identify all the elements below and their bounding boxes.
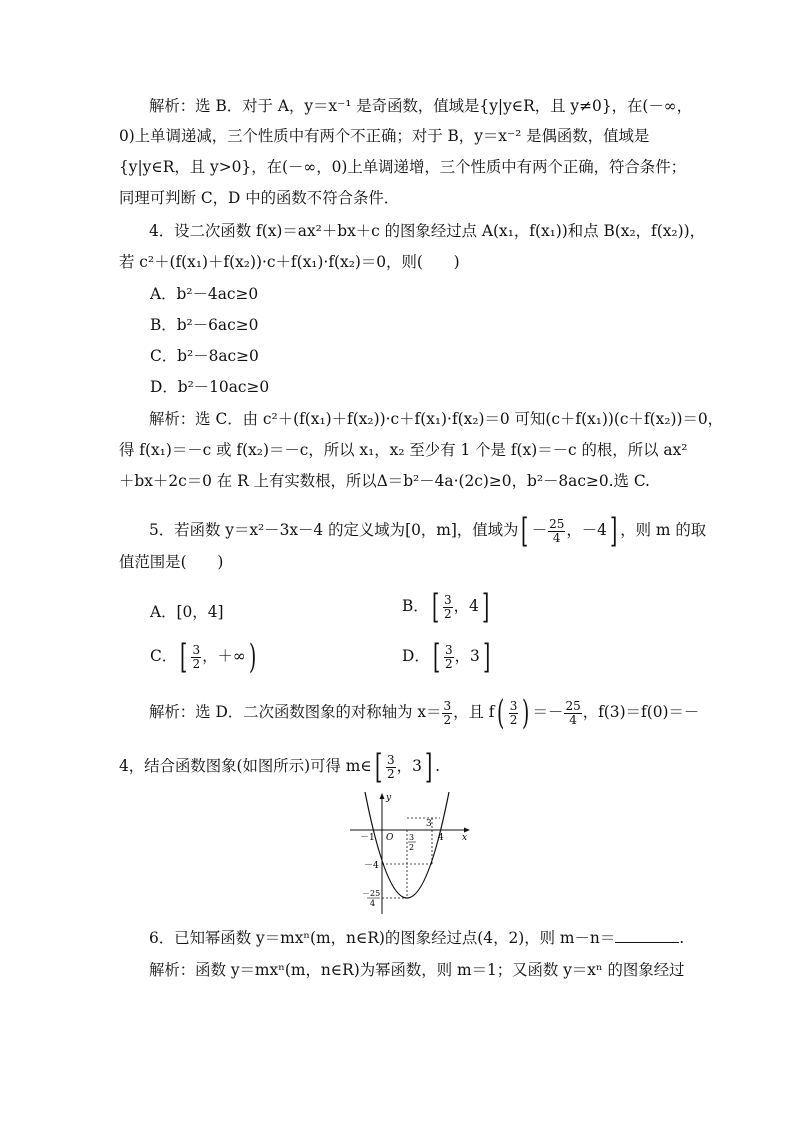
range-fraction	[548, 518, 565, 545]
tick-three-halves-num: 3	[409, 833, 415, 842]
range-denominator: 4	[552, 530, 561, 545]
question-5-line-1	[149, 511, 707, 551]
left-bracket: [	[521, 511, 529, 551]
tick-three-halves-den: 2	[409, 843, 415, 852]
question-5-text-b: ，则 m 的取	[620, 521, 707, 539]
question-5-solution-line-1	[149, 693, 700, 733]
question-4-line-1: 4．设二次函数 f(x)＝ax²＋bx＋c 的图象经过点 A(x₁，f(x₁))和点 B(x₂，f(x₂))，	[149, 222, 705, 240]
question-4-solution-line-3: ＋bx＋2c＝0 在 R 上有实数根，所以Δ＝b²－4a·(2c)≥0，b²－8ac≥0.选 C.	[119, 472, 650, 490]
option-c-den: 2	[192, 656, 201, 671]
min-value-fraction	[564, 700, 581, 727]
option-d-label: D．	[402, 647, 430, 665]
question-6-solution-line-1: 解析：函数 y＝mxⁿ(m，n∈R)为幂函数，则 m＝1；又函数 y＝xⁿ 的图象经过	[149, 961, 685, 979]
option-c-fraction	[191, 644, 201, 671]
option-c-label: C．	[150, 647, 178, 665]
option-c-rest: ，＋∞	[202, 647, 246, 665]
solution-period: .	[435, 757, 441, 775]
tick-neg-min-den: 4	[370, 899, 376, 908]
y-axis-arrow-icon	[380, 793, 385, 799]
solution-text-e: 4，结合函数图象(如图所示)可得 m∈	[119, 757, 372, 775]
left-bracket: [	[431, 587, 439, 627]
y-axis-label: y	[386, 793, 392, 803]
option-b-den: 2	[443, 606, 452, 621]
question-6-line-1	[149, 927, 684, 949]
question-5-text-a: 5．若函数 y＝x²－3x－4 的定义域为[0，m]，值域为	[149, 521, 519, 539]
right-bracket: ]	[609, 511, 618, 551]
solution-text-b: ，且 f	[453, 703, 495, 721]
tick-neg1: －1	[360, 833, 375, 843]
question-4-solution-line-2: 得 f(x₁)＝－c 或 f(x₂)＝－c，所以 x₁，x₂ 至少有 1 个是 f(x)＝－c 的根，所以 ax²	[119, 441, 688, 459]
tick-four: 4	[438, 833, 444, 843]
left-bracket: [	[432, 637, 441, 677]
axis-fraction	[442, 700, 452, 727]
question-4-option-d: D．b²－10ac≥0	[150, 378, 270, 396]
left-bracket: [	[180, 637, 188, 677]
answer-den: 2	[387, 766, 395, 781]
left-paren: (	[497, 693, 505, 733]
x-axis-arrow-icon	[464, 828, 470, 833]
f-arg-den: 2	[509, 712, 518, 727]
option-b-rest: ，4	[453, 597, 479, 615]
range-minus: －	[531, 521, 548, 539]
question-4-solution-line-1: 解析：选 C．由 c²＋(f(x₁)＋f(x₂))·c＋f(x₁)·f(x₂)＝0 可知(c＋f(x₁))(c＋f(x₂))＝0，	[149, 410, 724, 428]
question-5-solution-line-2	[119, 747, 441, 787]
question-5-line-2: 值范围是( )	[119, 553, 224, 571]
right-bracket: ]	[481, 587, 490, 627]
option-d-den: 2	[445, 656, 453, 671]
right-paren: )	[522, 693, 530, 733]
x-axis-label: x	[462, 833, 468, 843]
question-6-period: .	[679, 929, 685, 947]
solution-prev-line-2: 0)上单调递减，三个性质中有两个不正确；对于 B，y＝x⁻² 是偶函数，值域是	[119, 127, 650, 145]
axis-den: 2	[443, 712, 452, 727]
axis-num: 3	[443, 698, 452, 713]
tick-three: 3	[426, 819, 432, 829]
min-den: 4	[569, 712, 577, 727]
question-5-option-a: A．[0，4]	[150, 603, 224, 621]
option-b-label: B．	[402, 597, 429, 615]
range-upper: ，－4	[566, 521, 607, 539]
tick-neg4: －4	[364, 861, 379, 871]
solution-text-c: ＝－	[532, 703, 564, 721]
question-4-line-2: 若 c²＋(f(x₁)＋f(x₂))·c＋f(x₁)·f(x₂)＝0，则( )	[119, 253, 460, 271]
left-bracket: [	[374, 747, 383, 787]
question-4-option-c: C．b²－8ac≥0	[150, 347, 259, 365]
question-5-option-d	[402, 637, 493, 677]
answer-num: 3	[387, 752, 395, 767]
solution-prev-line-4: 同理可判断 C，D 中的函数不符合条件．	[119, 189, 400, 207]
origin-label: O	[386, 833, 394, 843]
option-d-rest: ，3	[454, 647, 480, 665]
right-paren: )	[248, 637, 256, 677]
option-d-num: 3	[445, 642, 453, 657]
min-num: 25	[565, 698, 581, 713]
solution-text-d: ，f(3)＝f(0)＝－	[582, 703, 700, 721]
answer-rest: ，3	[396, 757, 422, 775]
f-arg-fraction	[509, 700, 519, 727]
option-b-fraction	[443, 594, 453, 621]
question-5-option-b	[402, 587, 492, 627]
f-arg-num: 3	[509, 698, 518, 713]
option-b-num: 3	[443, 592, 452, 607]
right-bracket: ]	[424, 747, 433, 787]
solution-text-a: 解析：选 D．二次函数图象的对称轴为 x＝	[149, 703, 442, 721]
question-5-option-c	[150, 637, 259, 677]
option-d-fraction	[444, 644, 454, 671]
parabola-graph	[340, 788, 480, 918]
solution-prev-line-1: 解析：选 B．对于 A，y＝x⁻¹ 是奇函数，值域是{y|y∈R，且 y≠0}，在(－∞，	[149, 97, 692, 115]
question-4-option-a: A．b²－4ac≥0	[150, 285, 259, 303]
solution-prev-line-3: {y|y∈R，且 y>0}，在(－∞，0)上单调递增，三个性质中有两个正确，符合条件；	[119, 158, 686, 176]
answer-fraction	[386, 754, 396, 781]
question-6-text: 6．已知幂函数 y＝mxⁿ(m，n∈R)的图象经过点(4，2)，则 m－n＝	[149, 929, 616, 947]
answer-blank[interactable]	[615, 928, 679, 943]
tick-neg-min-num: －25	[362, 889, 381, 898]
range-numerator: 25	[549, 516, 565, 531]
option-c-num: 3	[192, 642, 201, 657]
right-bracket: ]	[482, 637, 491, 677]
question-4-option-b: B．b²－6ac≥0	[150, 316, 259, 334]
